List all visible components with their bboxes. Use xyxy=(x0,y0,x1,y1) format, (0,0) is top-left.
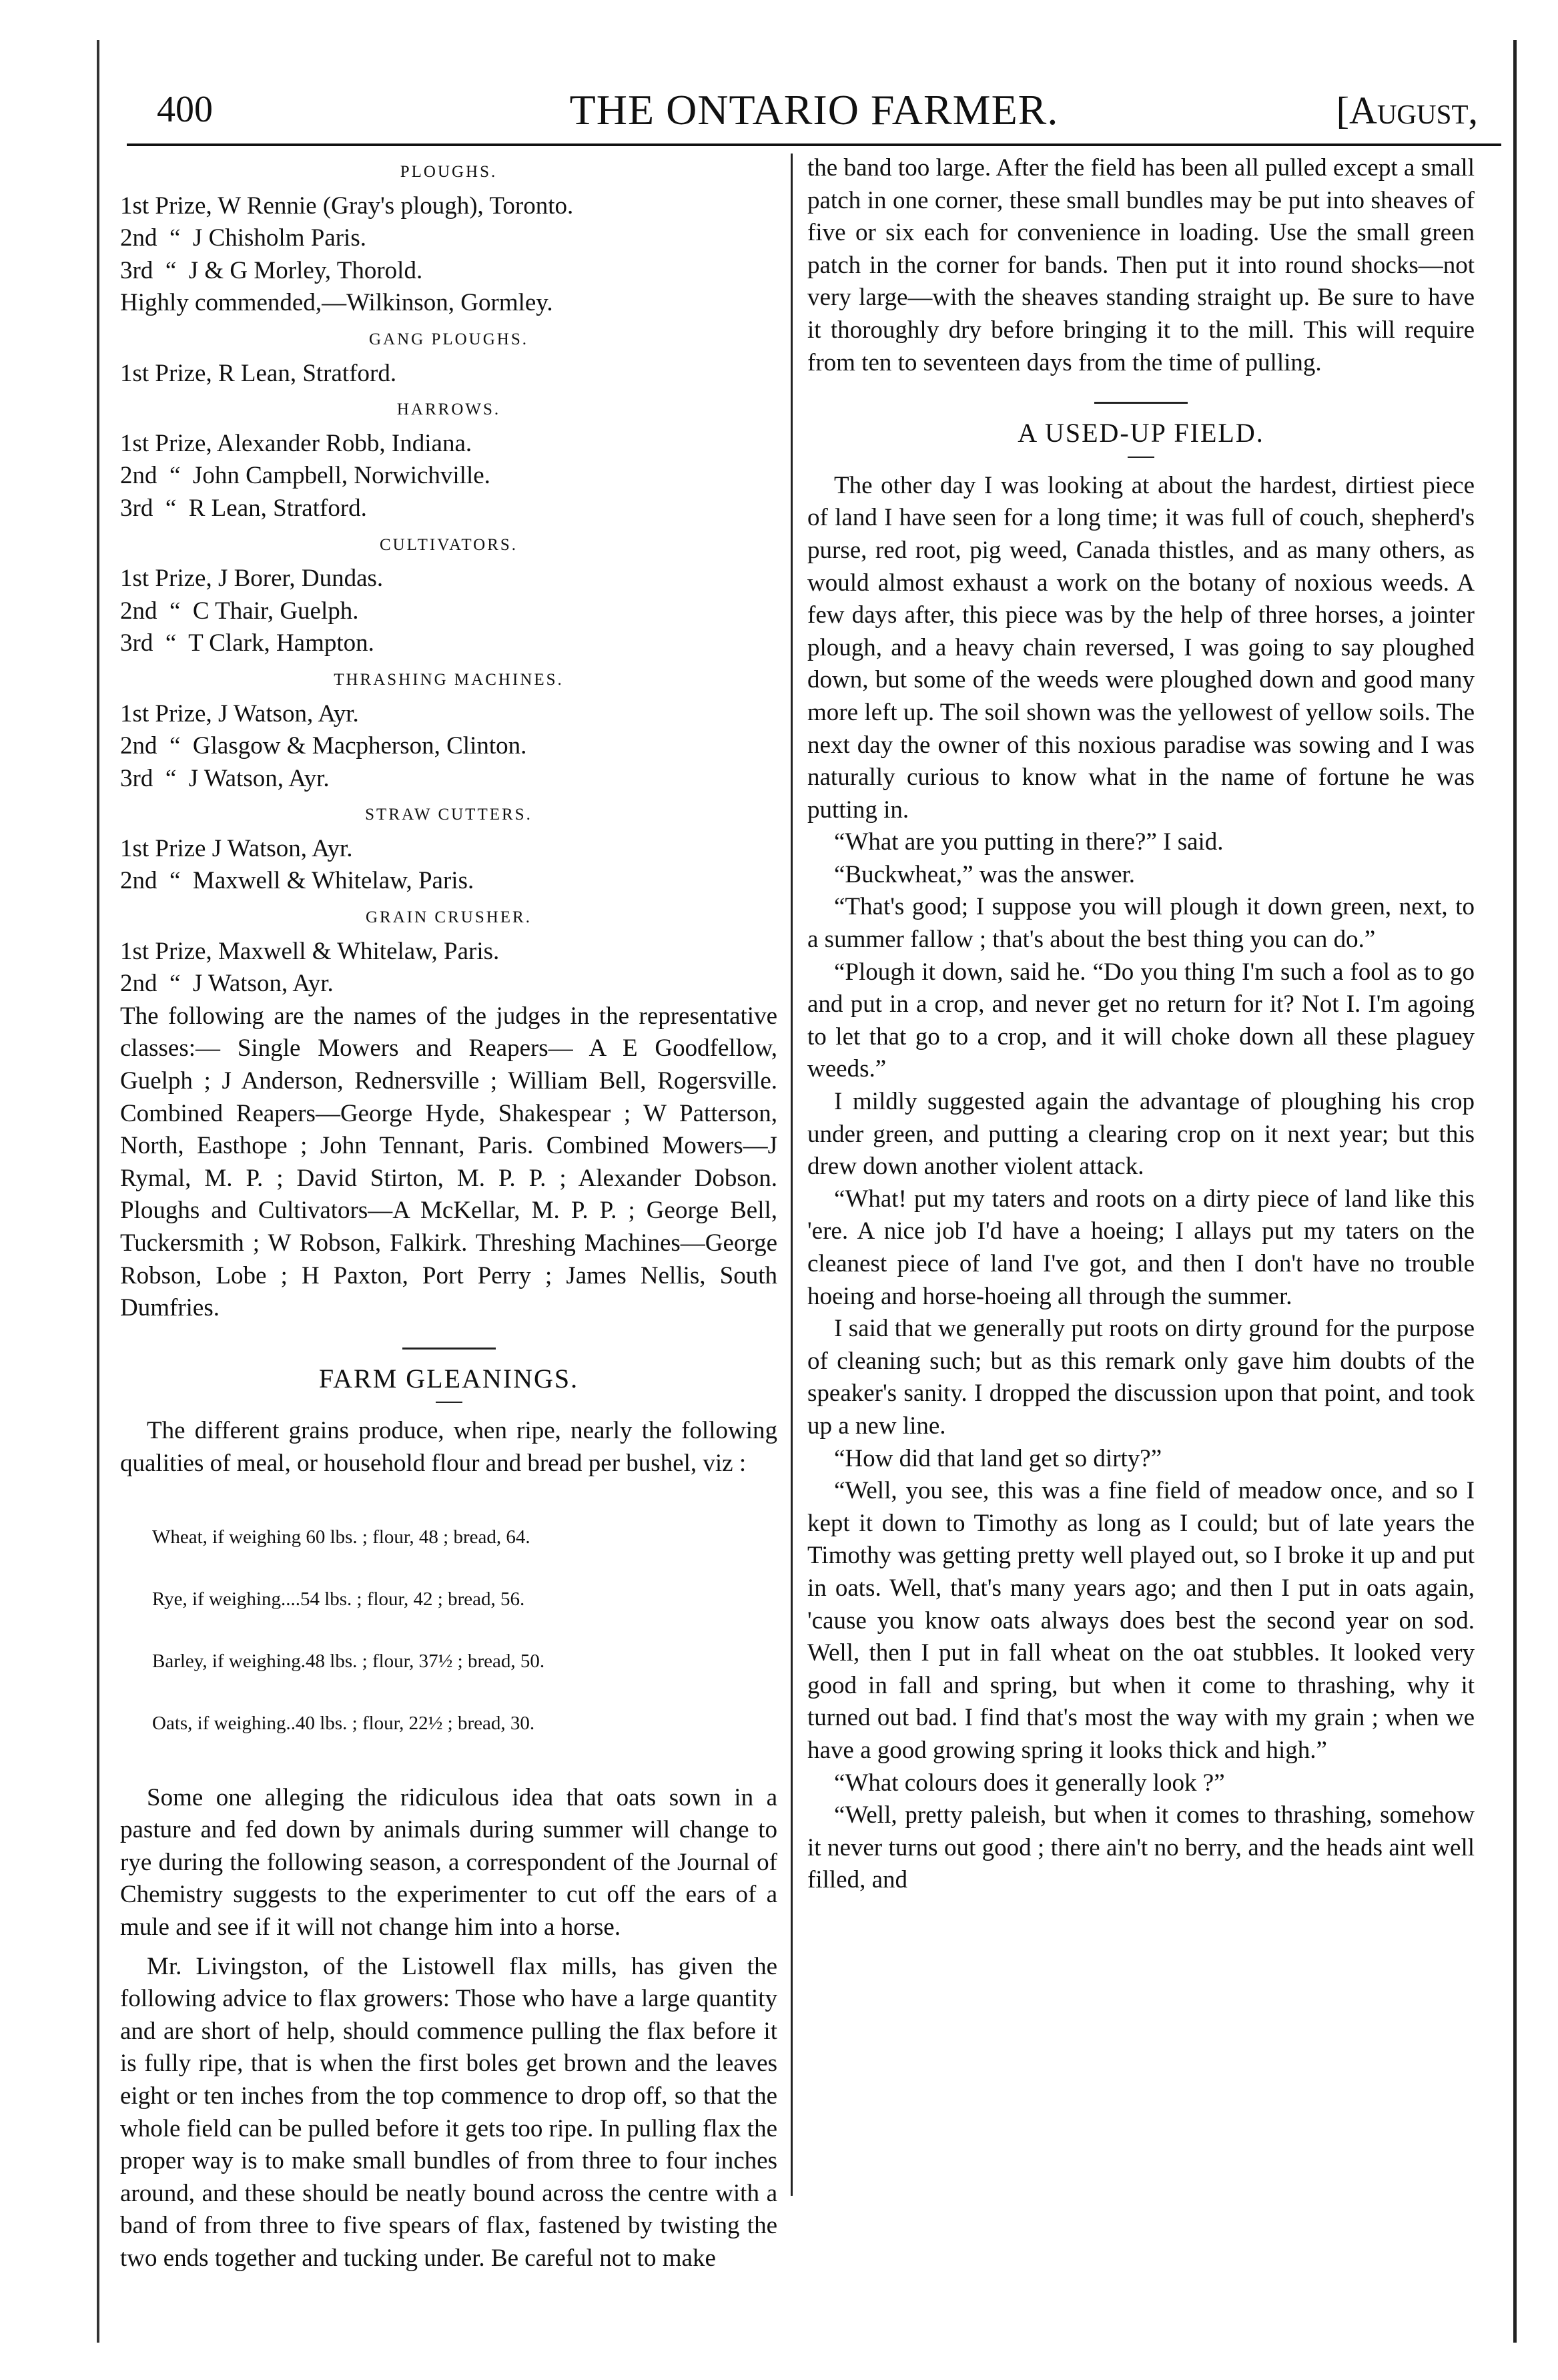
prize-list xyxy=(120,156,777,1000)
section-heading: GRAIN CRUSHER. xyxy=(366,908,532,927)
left-column xyxy=(120,152,777,2275)
prize-entry: 2nd “ John Campbell, Norwichville. xyxy=(120,462,490,490)
body-paragraph: “What are you putting in there?” I said. xyxy=(834,828,1224,856)
title-dash xyxy=(436,1402,462,1403)
body-paragraph: “How did that land get so dirty?” xyxy=(834,1444,1162,1472)
section-heading: THRASHING MACHINES. xyxy=(334,670,564,689)
section-heading: PLOUGHS. xyxy=(400,163,498,181)
grain-row: Wheat, if weighing 60 lbs. ; flour, 48 ; bread, 64. xyxy=(152,1526,530,1548)
prize-entry: 1st Prize, W Rennie (Gray's plough), Toronto. xyxy=(120,192,574,220)
column-divider xyxy=(791,154,793,2196)
grain-row: Oats, if weighing..40 lbs. ; flour, 22½ ; bread, 30. xyxy=(152,1712,535,1734)
prize-entry: 1st Prize J Watson, Ayr. xyxy=(120,834,353,862)
article-title: FARM GLEANINGS. xyxy=(318,1363,579,1394)
journal-title: THE ONTARIO FARMER. xyxy=(569,86,1059,133)
body-paragraph: “What! put my taters and roots on a dirty piece of land like this 'ere. A nice job I'd have a hoeing; I allays put my taters on the cleanest piece of land I've got, and then I don't have no trouble hoeing and horse-hoeing all through the summer. xyxy=(807,1185,1475,1310)
prize-entry: 2nd “ C Thair, Guelph. xyxy=(120,597,359,625)
body-paragraph: “Well, pretty paleish, but when it comes to thrashing, somehow it never turns out good ; there ain't no berry, and the heads aint well filled, and xyxy=(807,1801,1475,1894)
body-paragraph: “What colours does it generally look ?” xyxy=(834,1769,1225,1797)
prize-entry: 1st Prize, R Lean, Stratford. xyxy=(120,359,397,387)
body-paragraph: “Plough it down, said he. “Do you thing I'm such a fool as to go and put in a crop, and never get no return for it? Not I. I'm agoing to let that go to a crop, and it will choke down all these plaguey weeds.” xyxy=(807,958,1475,1083)
prize-entry: 3rd “ R Lean, Stratford. xyxy=(120,494,367,522)
body-paragraph: “That's good; I suppose you will plough it down green, next, to a summer fallow ; that's about the best thing you can do.” xyxy=(807,893,1475,954)
section-heading: GANG PLOUGHS. xyxy=(368,330,528,348)
prize-entry: 1st Prize, Alexander Robb, Indiana. xyxy=(120,429,472,457)
prize-entry: Highly commended,—Wilkinson, Gormley. xyxy=(120,289,553,317)
body-paragraph: I mildly suggested again the advantage of ploughing his crop under green, and putting a clearing crop on it next year; but this drew down another violent attack. xyxy=(807,1088,1475,1181)
prize-entry: 2nd “ J Chisholm Paris. xyxy=(120,224,366,252)
flax-continued: the band too large. After the field has been all pulled except a small patch in one corner, these small bundles may be put into sheaves of five or six each for convenience in loading. Use the small green patch in the corner for bands. Then put it into round shocks—not very large—with the sheaves standing straight up. Be sure to have it thoroughly dry before bringing it to the mill. This will require from ten to seventeen days from the time of pulling. xyxy=(807,154,1475,376)
body-paragraph: “Well, you see, this was a fine field of meadow once, and so I kept it down to Timothy as long as I could; but of late years the Timothy was getting pretty well played out, so I broke it up and put in oats. Well, that's many years ago; and then I put in oats again, 'cause you know oats always does best the second year on sod. Well, then I put in fall wheat on the oat stubbles. It looked very good in fall and spring, but when it come to thrashing, why it turned out bad. I find that's most the way with my grain ; when we have a good growing spring it looks thick and high.” xyxy=(807,1477,1475,1764)
section-rule xyxy=(402,1348,496,1350)
title-dash xyxy=(1128,457,1154,458)
body-paragraph: The other day I was looking at about the hardest, dirtiest piece of land I have seen for a long time; it was full of couch, shepherd's purse, red root, pig weed, Canada thistles, and as many others, as would almost exhaust a work on the botany of noxious weeds. A few days after, this piece was by the help of three horses, a jointer plough, and a heavy chain reversed, I was going to say ploughed down, but some of the weeds were ploughed down and good many more left up. The soil shown was the yellowest of yellow soils. The next day the owner of this noxious paradise was sowing and I was naturally curious to know what in the name of fortune he was putting in. xyxy=(807,471,1475,824)
issue-month: [August, xyxy=(1336,89,1478,132)
body-paragraph: “Buckwheat,” was the answer. xyxy=(834,860,1136,888)
header-rule xyxy=(127,143,1501,146)
article-title: A USED-UP FIELD. xyxy=(1018,418,1264,449)
right-page-edge xyxy=(1513,40,1517,2343)
gleanings-intro: The different grains produce, when ripe, nearly the following qualities of meal, or household flour and bread per bushel, viz : xyxy=(120,1417,777,1477)
grain-table xyxy=(152,1486,777,1775)
prize-entry: 2nd “ Maxwell & Whitelaw, Paris. xyxy=(120,867,474,895)
judges-paragraph: The following are the names of the judges in the representative classes:— Single Mowers and Reapers— A E Goodfellow, Guelph ; J Anderson, Rednersville ; William Bell, Rogersville. Combined Reapers—George Hyde, Shakespear ; W Patterson, North, Easthope ; John Tennant, Paris. Combined Mowers—J Rymal, M. P. ; David Stirton, M. P. P. ; Alexander Dobson. Ploughs and Cultivators—A McKellar, M. P. P. ; George Bell, Tuckersmith ; W Robson, Falkirk. Threshing Machines—George Robson, Lobe ; H Paxton, Port Perry ; James Nellis, South Dumfries. xyxy=(120,1002,777,1322)
prize-entry: 1st Prize, J Borer, Dundas. xyxy=(120,565,384,593)
body-paragraph: I said that we generally put roots on dirty ground for the purpose of cleaning such; but as this remark only gave him doubts of the speaker's sanity. I dropped the discussion upon that point, and took up a new line. xyxy=(807,1315,1475,1440)
page-header xyxy=(130,81,1498,141)
prize-entry: 1st Prize, J Watson, Ayr. xyxy=(120,699,359,727)
grain-row: Barley, if weighing.48 lbs. ; flour, 37½ ; bread, 50. xyxy=(152,1650,545,1672)
grain-row: Rye, if weighing....54 lbs. ; flour, 42 ; bread, 56. xyxy=(152,1588,525,1610)
section-heading: STRAW CUTTERS. xyxy=(365,806,532,824)
page-number: 400 xyxy=(157,89,213,130)
prize-entry: 2nd “ Glasgow & Macpherson, Clinton. xyxy=(120,732,527,760)
section-heading: HARROWS. xyxy=(396,400,501,419)
section-rule xyxy=(1094,402,1188,404)
right-column xyxy=(807,152,1475,1897)
flax-paragraph: Mr. Livingston, of the Listowell flax mills, has given the following advice to flax growers: Those who have a large quantity and are short of help, should commence pulling the flax before it is fully ripe, that is when the first boles get brown and the leaves eight or ten inches from the top commence to drop off, so that the whole field can be pulled before it gets too ripe. In pulling flax the proper way is to make small bundles of from three to four inches around, and these should be neatly bound across the centre with a band of from three to five spears of flax, fastened by twisting the two ends together and tucking under. Be careful not to make xyxy=(120,1952,777,2272)
prize-entry: 3rd “ J Watson, Ayr. xyxy=(120,764,330,792)
left-page-edge xyxy=(97,40,99,2343)
prize-entry: 1st Prize, Maxwell & Whitelaw, Paris. xyxy=(120,937,500,965)
prize-entry: 3rd “ T Clark, Hampton. xyxy=(120,629,374,657)
section-heading: CULTIVATORS. xyxy=(379,535,518,554)
prize-entry: 3rd “ J & G Morley, Thorold. xyxy=(120,256,423,284)
oats-paragraph: Some one alleging the ridiculous idea that oats sown in a pasture and fed down by animals during summer will change to rye during the following season, a correspondent of the Journal of Chemistry suggests to the experimenter to cut off the ears of a mule and see if it will not change him into a horse. xyxy=(120,1783,777,1941)
prize-entry: 2nd “ J Watson, Ayr. xyxy=(120,970,334,998)
